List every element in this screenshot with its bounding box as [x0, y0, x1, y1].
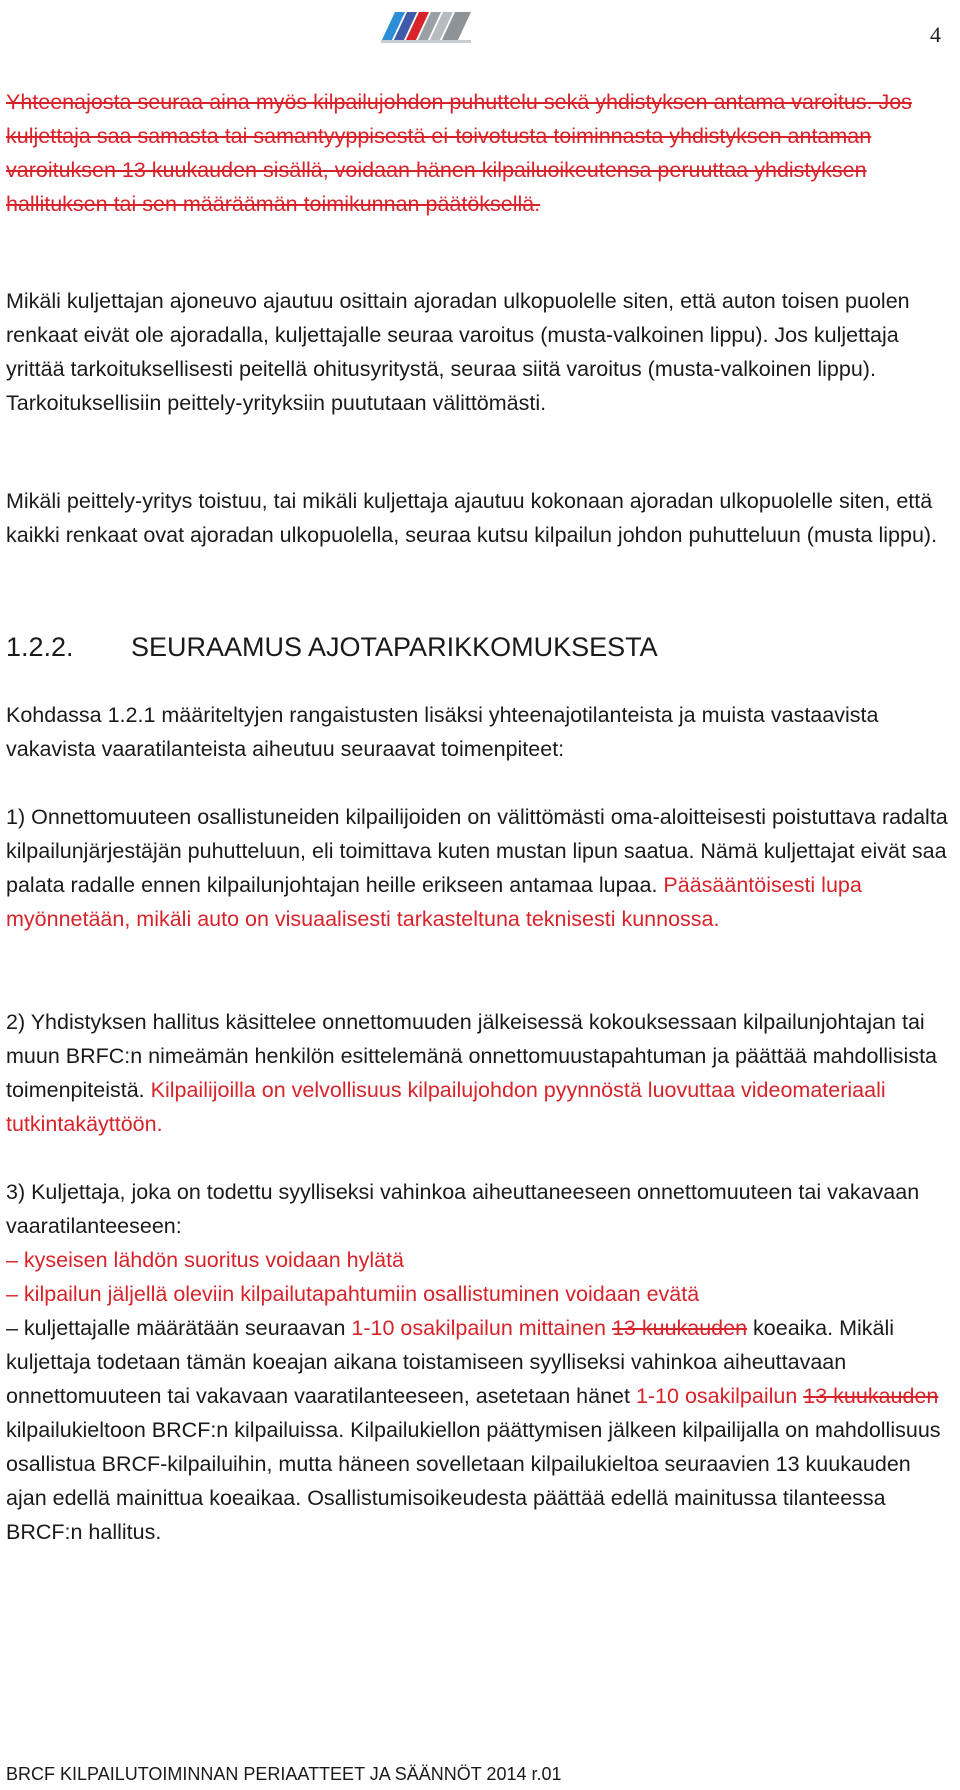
m-stripes-logo: [377, 6, 475, 44]
paragraph-5: [6, 800, 954, 936]
list-item-3: [6, 1311, 954, 1549]
list-item-3-part-c: kilpailukieltoon BRCF:n kilpailuissa. Kilpailukiellon päättymisen jälkeen kilpailijalla on mahdollisuus osallistua BRCF-kilpailuihin, mutta häneen sovelletaan kilpailukieltoa seuraavien 13 kuukauden ajan edellä mainittua koeaikaa. Osallistumisoikeudesta päättää edellä mainitussa tilanteessa BRCF:n hallitus.: [6, 1418, 941, 1544]
paragraph-5-text: 1) Onnettomuuteen osallistuneiden kilpailijoiden on välittömästi oma-aloitteisesti poistuttava radalta kilpailunjärjestäjän puhutteluun, eli toimittava kuten mustan lipun saatua. Nämä kuljettajat eivät saa palata radalle ennen kilpailunjohtajan heille erikseen antamaa lupaa.: [6, 805, 948, 897]
list-item-3-struck-b: 13 kuukauden: [803, 1384, 939, 1408]
paragraph-4: Kohdassa 1.2.1 määriteltyjen rangaistusten lisäksi yhteenajotilanteista ja muista vastaavista vakavista vaaratilanteista aiheutuu seuraavat toimenpiteet:: [6, 703, 879, 761]
paragraph-7-intro: 3) Kuljettaja, joka on todettu syylliseksi vahinkoa aiheuttaneeseen onnettomuuteen tai vakavaan vaaratilanteeseen:: [6, 1180, 920, 1238]
paragraph-6-red-text: Kilpailijoilla on velvollisuus kilpailujohdon pyynnöstä luovuttaa videomateriaali tutkintakäyttöön.: [6, 1078, 886, 1136]
list-item-2: – kilpailun jäljellä oleviin kilpailutapahtumiin osallistuminen voidaan evätä: [6, 1282, 700, 1306]
list-item-1: – kyseisen lähdön suoritus voidaan hylätä: [6, 1248, 405, 1272]
list-item-3-red-b: 1-10 osakilpailun: [635, 1384, 804, 1408]
section-title: SEURAAMUS AJOTAPARIKKOMUKSESTA: [131, 632, 658, 662]
section-heading: [6, 627, 658, 667]
page-footer: BRCF KILPAILUTOIMINNAN PERIAATTEET JA SÄÄNNÖT 2014 r.01: [6, 1764, 562, 1784]
page-number: 4: [930, 22, 941, 47]
paragraph-6: [6, 1005, 954, 1141]
list-item-3-part-a: – kuljettajalle määrätään seuraavan: [6, 1316, 352, 1340]
list-item-3-struck-a: 13 kuukauden: [611, 1316, 748, 1340]
section-number: 1.2.2.: [6, 632, 74, 662]
paragraph-2: Mikäli kuljettajan ajoneuvo ajautuu osittain ajoradan ulkopuolelle siten, että auton toisen puolen renkaat eivät ole ajoradalla, kuljettajalle seuraa varoitus (musta-valkoinen lippu). Jos kuljettaja yrittää tarkoituksellisesti peitellä ohitusyritystä, seuraa siitä varoitus (musta-valkoinen lippu). Tarkoituksellisiin peittely-yrityksiin puututaan välittömästi.: [6, 289, 910, 415]
list-item-3-red-a: 1-10 osakilpailun mittainen: [351, 1316, 612, 1340]
paragraph-7: [6, 1175, 954, 1549]
paragraph-3: Mikäli peittely-yritys toistuu, tai mikäli kuljettaja ajautuu kokonaan ajoradan ulkopuolelle siten, että kaikki renkaat ovat ajoradan ulkopuolella, seuraa kutsu kilpailun johdon puhutteluun (musta lippu).: [6, 489, 938, 547]
paragraph-5-red-text: Pääsääntöisesti lupa myönnetään, mikäli auto on visuaalisesti tarkasteltuna teknisesti kunnossa.: [6, 873, 862, 931]
list-item-3-part-b: koeaika. Mikäli kuljettaja todetaan tämän koeajan aikana toistamiseen syylliseksi vahinkoa aiheuttavaan onnettomuuteen tai vakavaan vaaratilanteeseen, asetetaan hänet: [6, 1316, 895, 1408]
struck-paragraph: Yhteenajosta seuraa aina myös kilpailujohdon puhuttelu sekä yhdistyksen antama varoitus. Jos kuljettaja saa samasta tai samantyyppisestä ei-toivotusta toiminnasta yhdistyksen antaman varoituksen 13 kuukauden sisällä, voidaan hänen kilpailuoikeutensa peruuttaa yhdistyksen hallituksen tai sen määräämän toimikunnan päätöksellä.: [6, 90, 912, 216]
paragraph-6-text: 2) Yhdistyksen hallitus käsittelee onnettomuuden jälkeisessä kokouksessaan kilpailunjohtajan tai muun BRFC:n nimeämän henkilön esittelemänä onnettomuustapahtuman ja päättää mahdollisista toimenpiteistä.: [6, 1010, 938, 1102]
